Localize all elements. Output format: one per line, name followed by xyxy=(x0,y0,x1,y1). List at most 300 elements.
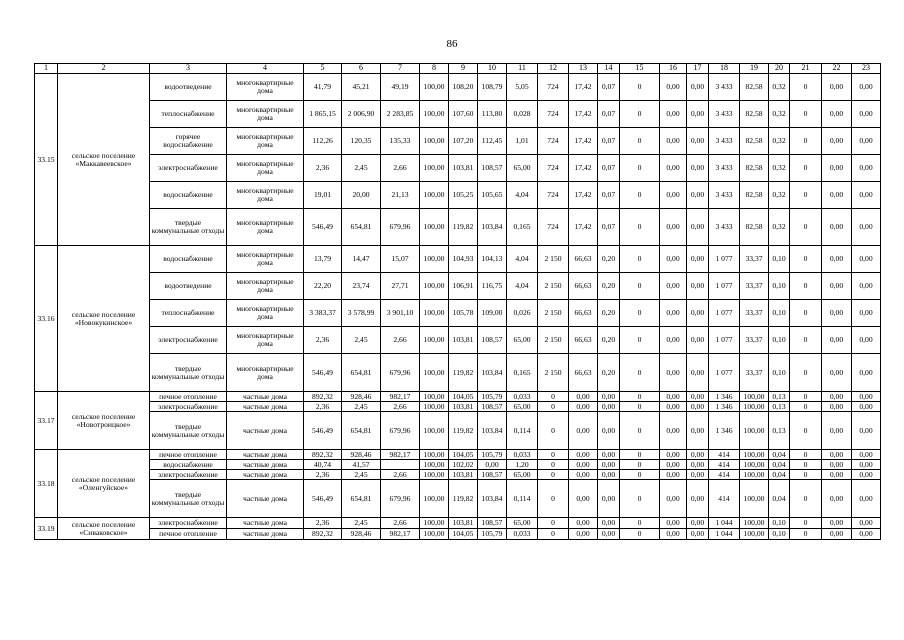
service-cell: твердые коммунальные отходы xyxy=(150,209,227,246)
value-cell: 0,10 xyxy=(769,327,790,354)
value-cell: 108,57 xyxy=(478,327,507,354)
value-cell: 0 xyxy=(620,101,660,128)
value-cell: 0,00 xyxy=(852,354,881,392)
value-cell: 102,02 xyxy=(449,460,478,470)
housing-type-cell: многоквартирные дома xyxy=(227,101,304,128)
value-cell: 2,66 xyxy=(381,327,420,354)
value-cell: 100,00 xyxy=(420,74,449,101)
value-cell: 0,00 xyxy=(852,300,881,327)
value-cell: 0 xyxy=(790,480,822,518)
value-cell: 0 xyxy=(620,182,660,209)
value-cell: 0,00 xyxy=(822,327,852,354)
housing-type-cell: частные дома xyxy=(227,392,304,402)
value-cell: 0,00 xyxy=(660,460,687,470)
value-cell: 1 044 xyxy=(709,518,740,529)
housing-type-cell: частные дома xyxy=(227,480,304,518)
value-cell: 33,37 xyxy=(740,327,769,354)
value-cell: 104,05 xyxy=(449,529,478,540)
value-cell: 2 283,85 xyxy=(381,101,420,128)
housing-type-cell: многоквартирные дома xyxy=(227,182,304,209)
value-cell: 66,63 xyxy=(569,273,598,300)
value-cell: 103,84 xyxy=(478,209,507,246)
value-cell: 654,81 xyxy=(342,209,381,246)
value-cell: 0,00 xyxy=(660,101,687,128)
value-cell: 0,10 xyxy=(769,273,790,300)
value-cell: 0,04 xyxy=(769,470,790,480)
value-cell: 1,01 xyxy=(507,128,538,155)
value-cell: 0 xyxy=(790,354,822,392)
value-cell: 679,96 xyxy=(381,354,420,392)
value-cell: 0,00 xyxy=(687,480,709,518)
value-cell: 2,36 xyxy=(304,518,342,529)
value-cell: 0,00 xyxy=(852,273,881,300)
value-cell: 100,00 xyxy=(420,412,449,450)
housing-type-cell: частные дома xyxy=(227,518,304,529)
value-cell: 0 xyxy=(790,392,822,402)
value-cell: 108,57 xyxy=(478,518,507,529)
value-cell: 892,32 xyxy=(304,450,342,460)
value-cell: 724 xyxy=(538,74,569,101)
value-cell: 0,00 xyxy=(687,300,709,327)
tariff-table xyxy=(34,63,881,540)
value-cell: 0 xyxy=(790,470,822,480)
value-cell: 100,00 xyxy=(420,392,449,402)
service-cell: теплоснабжение xyxy=(150,101,227,128)
value-cell: 0,00 xyxy=(852,74,881,101)
value-cell: 0 xyxy=(790,273,822,300)
value-cell: 1,20 xyxy=(507,460,538,470)
value-cell: 928,46 xyxy=(342,450,381,460)
header-cell: 21 xyxy=(790,64,822,74)
value-cell: 0,00 xyxy=(822,101,852,128)
value-cell: 0 xyxy=(790,155,822,182)
value-cell: 33,37 xyxy=(740,300,769,327)
header-cell: 16 xyxy=(660,64,687,74)
value-cell: 107,60 xyxy=(449,101,478,128)
table-row xyxy=(35,155,881,182)
value-cell: 0 xyxy=(620,460,660,470)
value-cell: 0,00 xyxy=(598,480,620,518)
service-cell: электроснабжение xyxy=(150,470,227,480)
value-cell: 0,00 xyxy=(687,128,709,155)
value-cell: 892,32 xyxy=(304,392,342,402)
value-cell: 0,00 xyxy=(822,529,852,540)
value-cell: 82,58 xyxy=(740,155,769,182)
value-cell: 100,00 xyxy=(740,412,769,450)
value-cell: 0,00 xyxy=(687,74,709,101)
housing-type-cell: частные дома xyxy=(227,529,304,540)
value-cell: 100,00 xyxy=(420,470,449,480)
value-cell: 112,45 xyxy=(478,128,507,155)
value-cell: 0 xyxy=(620,518,660,529)
value-cell: 0,00 xyxy=(852,402,881,412)
header-cell: 4 xyxy=(227,64,304,74)
value-cell: 0,00 xyxy=(660,412,687,450)
value-cell: 0,00 xyxy=(569,470,598,480)
value-cell: 100,00 xyxy=(420,450,449,460)
value-cell: 0,13 xyxy=(769,402,790,412)
value-cell: 0 xyxy=(538,518,569,529)
value-cell: 892,32 xyxy=(304,529,342,540)
value-cell: 0,00 xyxy=(660,402,687,412)
header-cell: 14 xyxy=(598,64,620,74)
value-cell: 0,00 xyxy=(598,518,620,529)
value-cell: 0 xyxy=(620,402,660,412)
header-cell: 7 xyxy=(381,64,420,74)
settlement-code: 33.15 xyxy=(35,74,58,246)
value-cell: 0,00 xyxy=(478,460,507,470)
value-cell: 0,00 xyxy=(822,209,852,246)
value-cell: 0,00 xyxy=(569,460,598,470)
value-cell: 2,45 xyxy=(342,470,381,480)
value-cell: 2,66 xyxy=(381,470,420,480)
value-cell: 0,00 xyxy=(852,392,881,402)
value-cell: 100,00 xyxy=(740,450,769,460)
value-cell: 3 433 xyxy=(709,182,740,209)
service-cell: электроснабжение xyxy=(150,327,227,354)
header-cell: 10 xyxy=(478,64,507,74)
value-cell: 113,80 xyxy=(478,101,507,128)
value-cell: 2,45 xyxy=(342,518,381,529)
value-cell: 66,63 xyxy=(569,354,598,392)
value-cell: 0,00 xyxy=(822,470,852,480)
value-cell: 0 xyxy=(790,101,822,128)
table-row xyxy=(35,354,881,392)
value-cell: 0 xyxy=(790,246,822,273)
value-cell: 100,00 xyxy=(420,327,449,354)
value-cell: 0,00 xyxy=(687,155,709,182)
value-cell: 0,20 xyxy=(598,273,620,300)
value-cell: 65,00 xyxy=(507,155,538,182)
value-cell: 0,32 xyxy=(769,155,790,182)
value-cell: 0,04 xyxy=(769,480,790,518)
value-cell: 104,93 xyxy=(449,246,478,273)
value-cell: 2 150 xyxy=(538,300,569,327)
value-cell: 0,028 xyxy=(507,101,538,128)
header-cell: 19 xyxy=(740,64,769,74)
value-cell: 0,00 xyxy=(822,460,852,470)
table-row xyxy=(35,529,881,540)
service-cell: печное отопление xyxy=(150,450,227,460)
value-cell: 14,47 xyxy=(342,246,381,273)
value-cell: 0,00 xyxy=(852,182,881,209)
header-cell: 11 xyxy=(507,64,538,74)
value-cell: 27,71 xyxy=(381,273,420,300)
value-cell: 3 433 xyxy=(709,128,740,155)
value-cell: 0,10 xyxy=(769,246,790,273)
value-cell: 103,84 xyxy=(478,412,507,450)
value-cell: 112,26 xyxy=(304,128,342,155)
value-cell: 2 006,90 xyxy=(342,101,381,128)
value-cell: 103,81 xyxy=(449,155,478,182)
value-cell: 0 xyxy=(790,460,822,470)
value-cell: 0,10 xyxy=(769,300,790,327)
housing-type-cell: многоквартирные дома xyxy=(227,273,304,300)
table-row xyxy=(35,392,881,402)
value-cell: 0,00 xyxy=(822,246,852,273)
table-row xyxy=(35,209,881,246)
value-cell: 49,19 xyxy=(381,74,420,101)
value-cell: 109,00 xyxy=(478,300,507,327)
table-row xyxy=(35,273,881,300)
value-cell: 0,00 xyxy=(822,450,852,460)
value-cell: 0,13 xyxy=(769,412,790,450)
value-cell: 0,00 xyxy=(660,392,687,402)
value-cell: 17,42 xyxy=(569,128,598,155)
value-cell: 0 xyxy=(790,412,822,450)
table-row xyxy=(35,327,881,354)
value-cell: 0,00 xyxy=(822,74,852,101)
value-cell: 0 xyxy=(620,450,660,460)
value-cell: 0,00 xyxy=(569,392,598,402)
table-row xyxy=(35,300,881,327)
value-cell: 0,114 xyxy=(507,480,538,518)
page-number: 86 xyxy=(446,38,458,50)
value-cell: 17,42 xyxy=(569,209,598,246)
table-row xyxy=(35,128,881,155)
housing-type-cell: частные дома xyxy=(227,460,304,470)
value-cell: 100,00 xyxy=(740,470,769,480)
value-cell: 0,00 xyxy=(687,402,709,412)
value-cell: 0,00 xyxy=(687,209,709,246)
table-row xyxy=(35,246,881,273)
value-cell: 0 xyxy=(790,300,822,327)
value-cell: 105,25 xyxy=(449,182,478,209)
value-cell: 0,00 xyxy=(687,273,709,300)
header-cell: 18 xyxy=(709,64,740,74)
header-cell: 20 xyxy=(769,64,790,74)
value-cell: 982,17 xyxy=(381,529,420,540)
value-cell: 100,00 xyxy=(740,402,769,412)
value-cell: 0,00 xyxy=(822,412,852,450)
value-cell: 0,00 xyxy=(598,402,620,412)
settlement-name: сельское поселение «Новотроицкое» xyxy=(58,392,150,450)
value-cell: 546,49 xyxy=(304,354,342,392)
service-cell: водоотведение xyxy=(150,273,227,300)
value-cell: 0,00 xyxy=(687,450,709,460)
service-cell: электроснабжение xyxy=(150,402,227,412)
value-cell: 0,033 xyxy=(507,392,538,402)
value-cell: 0,00 xyxy=(852,470,881,480)
value-cell: 1 077 xyxy=(709,354,740,392)
value-cell: 0,20 xyxy=(598,354,620,392)
value-cell: 414 xyxy=(709,450,740,460)
header-cell: 5 xyxy=(304,64,342,74)
settlement-name: сельское поселение «Маккавеевское» xyxy=(58,74,150,246)
value-cell: 0,00 xyxy=(660,300,687,327)
header-cell: 8 xyxy=(420,64,449,74)
value-cell: 0 xyxy=(790,327,822,354)
value-cell: 0,00 xyxy=(660,246,687,273)
value-cell: 2,66 xyxy=(381,402,420,412)
value-cell: 100,00 xyxy=(740,480,769,518)
value-cell: 2,66 xyxy=(381,155,420,182)
value-cell: 0,033 xyxy=(507,529,538,540)
value-cell: 100,00 xyxy=(420,480,449,518)
value-cell: 724 xyxy=(538,209,569,246)
value-cell: 1 077 xyxy=(709,273,740,300)
service-cell: электроснабжение xyxy=(150,518,227,529)
value-cell: 0 xyxy=(620,480,660,518)
value-cell: 2 150 xyxy=(538,354,569,392)
value-cell: 33,37 xyxy=(740,273,769,300)
value-cell: 0,00 xyxy=(660,182,687,209)
header-cell: 6 xyxy=(342,64,381,74)
value-cell: 0,07 xyxy=(598,182,620,209)
value-cell: 119,82 xyxy=(449,412,478,450)
value-cell: 0 xyxy=(538,529,569,540)
value-cell: 3 383,37 xyxy=(304,300,342,327)
value-cell: 65,00 xyxy=(507,470,538,480)
value-cell: 120,35 xyxy=(342,128,381,155)
value-cell: 17,42 xyxy=(569,74,598,101)
value-cell: 0,114 xyxy=(507,412,538,450)
value-cell: 100,00 xyxy=(420,518,449,529)
value-cell: 0,00 xyxy=(822,354,852,392)
value-cell: 0,04 xyxy=(769,460,790,470)
value-cell: 0,165 xyxy=(507,209,538,246)
value-cell: 66,63 xyxy=(569,327,598,354)
value-cell: 2 150 xyxy=(538,273,569,300)
value-cell: 103,81 xyxy=(449,402,478,412)
value-cell: 40,74 xyxy=(304,460,342,470)
value-cell: 105,79 xyxy=(478,529,507,540)
value-cell: 17,42 xyxy=(569,155,598,182)
value-cell: 65,00 xyxy=(507,518,538,529)
value-cell: 0 xyxy=(620,209,660,246)
value-cell: 3 433 xyxy=(709,101,740,128)
value-cell: 0,00 xyxy=(598,470,620,480)
table-row xyxy=(35,74,881,101)
value-cell: 100,00 xyxy=(740,518,769,529)
value-cell: 724 xyxy=(538,182,569,209)
value-cell: 108,79 xyxy=(478,74,507,101)
service-cell: твердые коммунальные отходы xyxy=(150,354,227,392)
value-cell: 0,00 xyxy=(569,529,598,540)
value-cell: 0,00 xyxy=(660,128,687,155)
value-cell: 82,58 xyxy=(740,182,769,209)
value-cell: 0,00 xyxy=(687,460,709,470)
value-cell: 0,32 xyxy=(769,128,790,155)
service-cell: печное отопление xyxy=(150,529,227,540)
value-cell: 4,04 xyxy=(507,273,538,300)
value-cell: 982,17 xyxy=(381,450,420,460)
value-cell: 0 xyxy=(620,412,660,450)
value-cell: 82,58 xyxy=(740,209,769,246)
value-cell: 0,00 xyxy=(687,101,709,128)
value-cell: 0,20 xyxy=(598,327,620,354)
table-row xyxy=(35,412,881,450)
value-cell: 0 xyxy=(620,273,660,300)
value-cell: 0,00 xyxy=(660,529,687,540)
value-cell: 22,20 xyxy=(304,273,342,300)
service-cell: твердые коммунальные отходы xyxy=(150,480,227,518)
value-cell: 0,07 xyxy=(598,74,620,101)
table-row xyxy=(35,450,881,460)
value-cell: 0 xyxy=(790,402,822,412)
value-cell: 2,66 xyxy=(381,518,420,529)
value-cell: 0,00 xyxy=(852,450,881,460)
value-cell: 0 xyxy=(538,402,569,412)
service-cell: горячее водоснабжение xyxy=(150,128,227,155)
header-cell: 1 xyxy=(35,64,58,74)
value-cell: 0,00 xyxy=(822,402,852,412)
value-cell: 2,36 xyxy=(304,470,342,480)
table-row xyxy=(35,470,881,480)
value-cell: 82,58 xyxy=(740,101,769,128)
value-cell: 0,033 xyxy=(507,450,538,460)
value-cell: 108,57 xyxy=(478,470,507,480)
value-cell: 0,00 xyxy=(687,518,709,529)
value-cell: 0,10 xyxy=(769,529,790,540)
settlement-code: 33.16 xyxy=(35,246,58,392)
value-cell: 108,57 xyxy=(478,155,507,182)
table-row xyxy=(35,101,881,128)
settlement-code: 33.17 xyxy=(35,392,58,450)
settlement-code: 33.18 xyxy=(35,450,58,518)
value-cell: 0,00 xyxy=(598,392,620,402)
value-cell: 0 xyxy=(790,209,822,246)
value-cell: 0,00 xyxy=(852,101,881,128)
value-cell: 100,00 xyxy=(420,402,449,412)
value-cell: 100,00 xyxy=(740,529,769,540)
value-cell: 100,00 xyxy=(420,273,449,300)
value-cell: 414 xyxy=(709,470,740,480)
value-cell xyxy=(381,460,420,470)
value-cell: 82,58 xyxy=(740,128,769,155)
value-cell: 0 xyxy=(620,354,660,392)
value-cell: 0,00 xyxy=(852,246,881,273)
header-cell: 22 xyxy=(822,64,852,74)
table-row xyxy=(35,518,881,529)
settlement-name: сельское поселение «Оленгуйское» xyxy=(58,450,150,518)
value-cell: 33,37 xyxy=(740,354,769,392)
value-cell: 0,00 xyxy=(660,518,687,529)
value-cell: 0 xyxy=(538,470,569,480)
value-cell: 0 xyxy=(538,450,569,460)
value-cell: 100,00 xyxy=(420,460,449,470)
housing-type-cell: многоквартирные дома xyxy=(227,128,304,155)
value-cell: 65,00 xyxy=(507,402,538,412)
value-cell: 546,49 xyxy=(304,480,342,518)
value-cell: 0,00 xyxy=(569,450,598,460)
value-cell: 103,81 xyxy=(449,470,478,480)
value-cell: 0 xyxy=(790,529,822,540)
settlement-name: сельское поселение «Новокукинское» xyxy=(58,246,150,392)
value-cell: 0,00 xyxy=(660,470,687,480)
service-cell: водоснабжение xyxy=(150,182,227,209)
housing-type-cell: многоквартирные дома xyxy=(227,209,304,246)
value-cell: 45,21 xyxy=(342,74,381,101)
value-cell: 1 077 xyxy=(709,246,740,273)
value-cell: 0,00 xyxy=(569,412,598,450)
value-cell: 103,81 xyxy=(449,327,478,354)
value-cell: 654,81 xyxy=(342,480,381,518)
value-cell: 108,20 xyxy=(449,74,478,101)
value-cell: 0,026 xyxy=(507,300,538,327)
value-cell: 100,00 xyxy=(420,246,449,273)
service-cell: водоотведение xyxy=(150,74,227,101)
value-cell: 0,00 xyxy=(660,155,687,182)
table-row xyxy=(35,402,881,412)
value-cell: 17,42 xyxy=(569,182,598,209)
value-cell: 82,58 xyxy=(740,74,769,101)
value-cell: 105,79 xyxy=(478,392,507,402)
value-cell: 0 xyxy=(538,392,569,402)
value-cell: 100,00 xyxy=(420,529,449,540)
housing-type-cell: частные дома xyxy=(227,402,304,412)
value-cell: 0 xyxy=(538,480,569,518)
